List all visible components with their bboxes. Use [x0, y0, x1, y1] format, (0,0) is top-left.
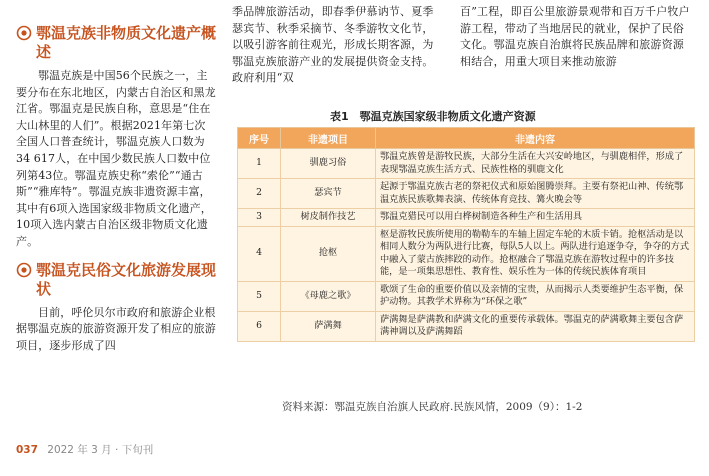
row-name: 树皮制作技艺	[281, 209, 376, 227]
section-heading-tourism	[16, 261, 216, 299]
row-number: 2	[238, 179, 281, 209]
section-title: 鄂温克民俗文化旅游发展现状	[36, 260, 217, 298]
overview-paragraph: 鄂温克族是中国56个民族之一，主要分布在东北地区，内蒙古自治区和黑龙江省。鄂温克是民族自称，意思是“住在大山林里的人们”。根据2021年第七次全国人口普查统计，鄂温克族人口数为34 617人，在中国少数民族人口数中位列第43位。鄂温克族史称“索伦”“通古斯”“雅库特”。鄂温克族非遗资源丰富，其中有6项入选国家级非物质文化遗产，10项入选内蒙古自治区级非物质文化遗产。	[16, 69, 216, 248]
row-name: 《母鹿之歌》	[281, 281, 376, 311]
heritage-table	[237, 127, 695, 342]
header-content: 非遗内容	[376, 128, 695, 149]
row-name: 萨满舞	[281, 311, 376, 341]
row-content: 歌颂了生命的重要价值以及亲情的宝贵，从而揭示人类要维护生态平衡，保护动物。其教学术界称为“环保之歌”	[376, 281, 695, 311]
table-row	[238, 281, 695, 311]
row-name: 瑟宾节	[281, 179, 376, 209]
flower-bullet-icon	[16, 262, 32, 278]
row-number: 3	[238, 209, 281, 227]
section-heading-overview	[16, 24, 216, 62]
section-title: 鄂温克族非物质文化遗产概述	[36, 24, 217, 61]
tourism-paragraph: 目前，呼伦贝尔市政府和旅游企业根据鄂温克族的旅游资源开发了相应的旅游项目，逐步形成了四	[16, 305, 216, 352]
table-header-row	[238, 128, 695, 149]
row-number: 6	[238, 311, 281, 341]
row-content: 起源于鄂温克族古老的祭祀仪式和原始图腾崇拜。主要有祭祀山神、传统鄂温克族民族歌舞表演、传统体育竞技、篝火晚会等	[376, 179, 695, 209]
table-title: 表1 鄂温克族国家级非物质文化遗产资源	[330, 110, 536, 123]
row-number: 5	[238, 281, 281, 311]
table-row	[238, 209, 695, 227]
right-paragraph: 百”工程，即百公里旅游景观带和百万千户牧户游工程，带动了当地居民的就业，保护了民俗文化。鄂温克族自治旗将民族品牌和旅游资源相结合，用重大项目来推动旅游	[460, 5, 690, 68]
table-row	[238, 149, 695, 179]
middle-paragraph: 季品牌旅游活动，即春季伊慕讷节、夏季瑟宾节、秋季采摘节、冬季游牧文化节，以吸引游客前往观光，形成长期客源，为鄂温克族旅游产业的发展提供资金支持。政府利用“双	[232, 5, 434, 85]
issue-date: 2022 年 3 月 · 下旬刊	[47, 444, 154, 456]
header-num: 序号	[238, 128, 281, 149]
page-number: 037	[16, 444, 38, 456]
right-column	[460, 4, 692, 70]
header-item: 非遗项目	[281, 128, 376, 149]
row-number: 1	[238, 149, 281, 179]
middle-column	[232, 4, 444, 87]
row-content: 萨满舞是萨满教和萨满文化的重要传承载体。鄂温克的萨满歌舞主要包含萨满神调以及萨满舞蹈	[376, 311, 695, 341]
page-footer	[16, 442, 153, 457]
row-name: 抢枢	[281, 226, 376, 281]
row-number: 4	[238, 226, 281, 281]
row-content: 鄂温克族曾是游牧民族，大部分生活在大兴安岭地区，与驯鹿相伴，形成了表现鄂温克族生活方式、民族性格的驯鹿文化	[376, 149, 695, 179]
left-column	[16, 0, 216, 362]
table-row	[238, 226, 695, 281]
row-content: 鄂温克猎民可以用白桦树制造各种生产和生活用具	[376, 209, 695, 227]
row-content: 枢是游牧民族所使用的勒勒车的车轴上固定车轮的木质卡销。抢枢活动是以相同人数分为两队进行比赛，每队5人以上。两队进行追逐争夺，争夺的方式中融入了蒙古族摔跤的动作。抢枢融合了鄂温克族在游牧过程中的许多技能，是一项集思想性、教育性、娱乐性为一体的传统民族体育项目	[376, 226, 695, 281]
flower-bullet-icon	[16, 25, 32, 41]
table-row	[238, 179, 695, 209]
table-row	[238, 311, 695, 341]
row-name: 驯鹿习俗	[281, 149, 376, 179]
table-source: 资料来源：鄂温克族自治旗人民政府.民族风情，2009（9）：1-2	[282, 401, 583, 413]
